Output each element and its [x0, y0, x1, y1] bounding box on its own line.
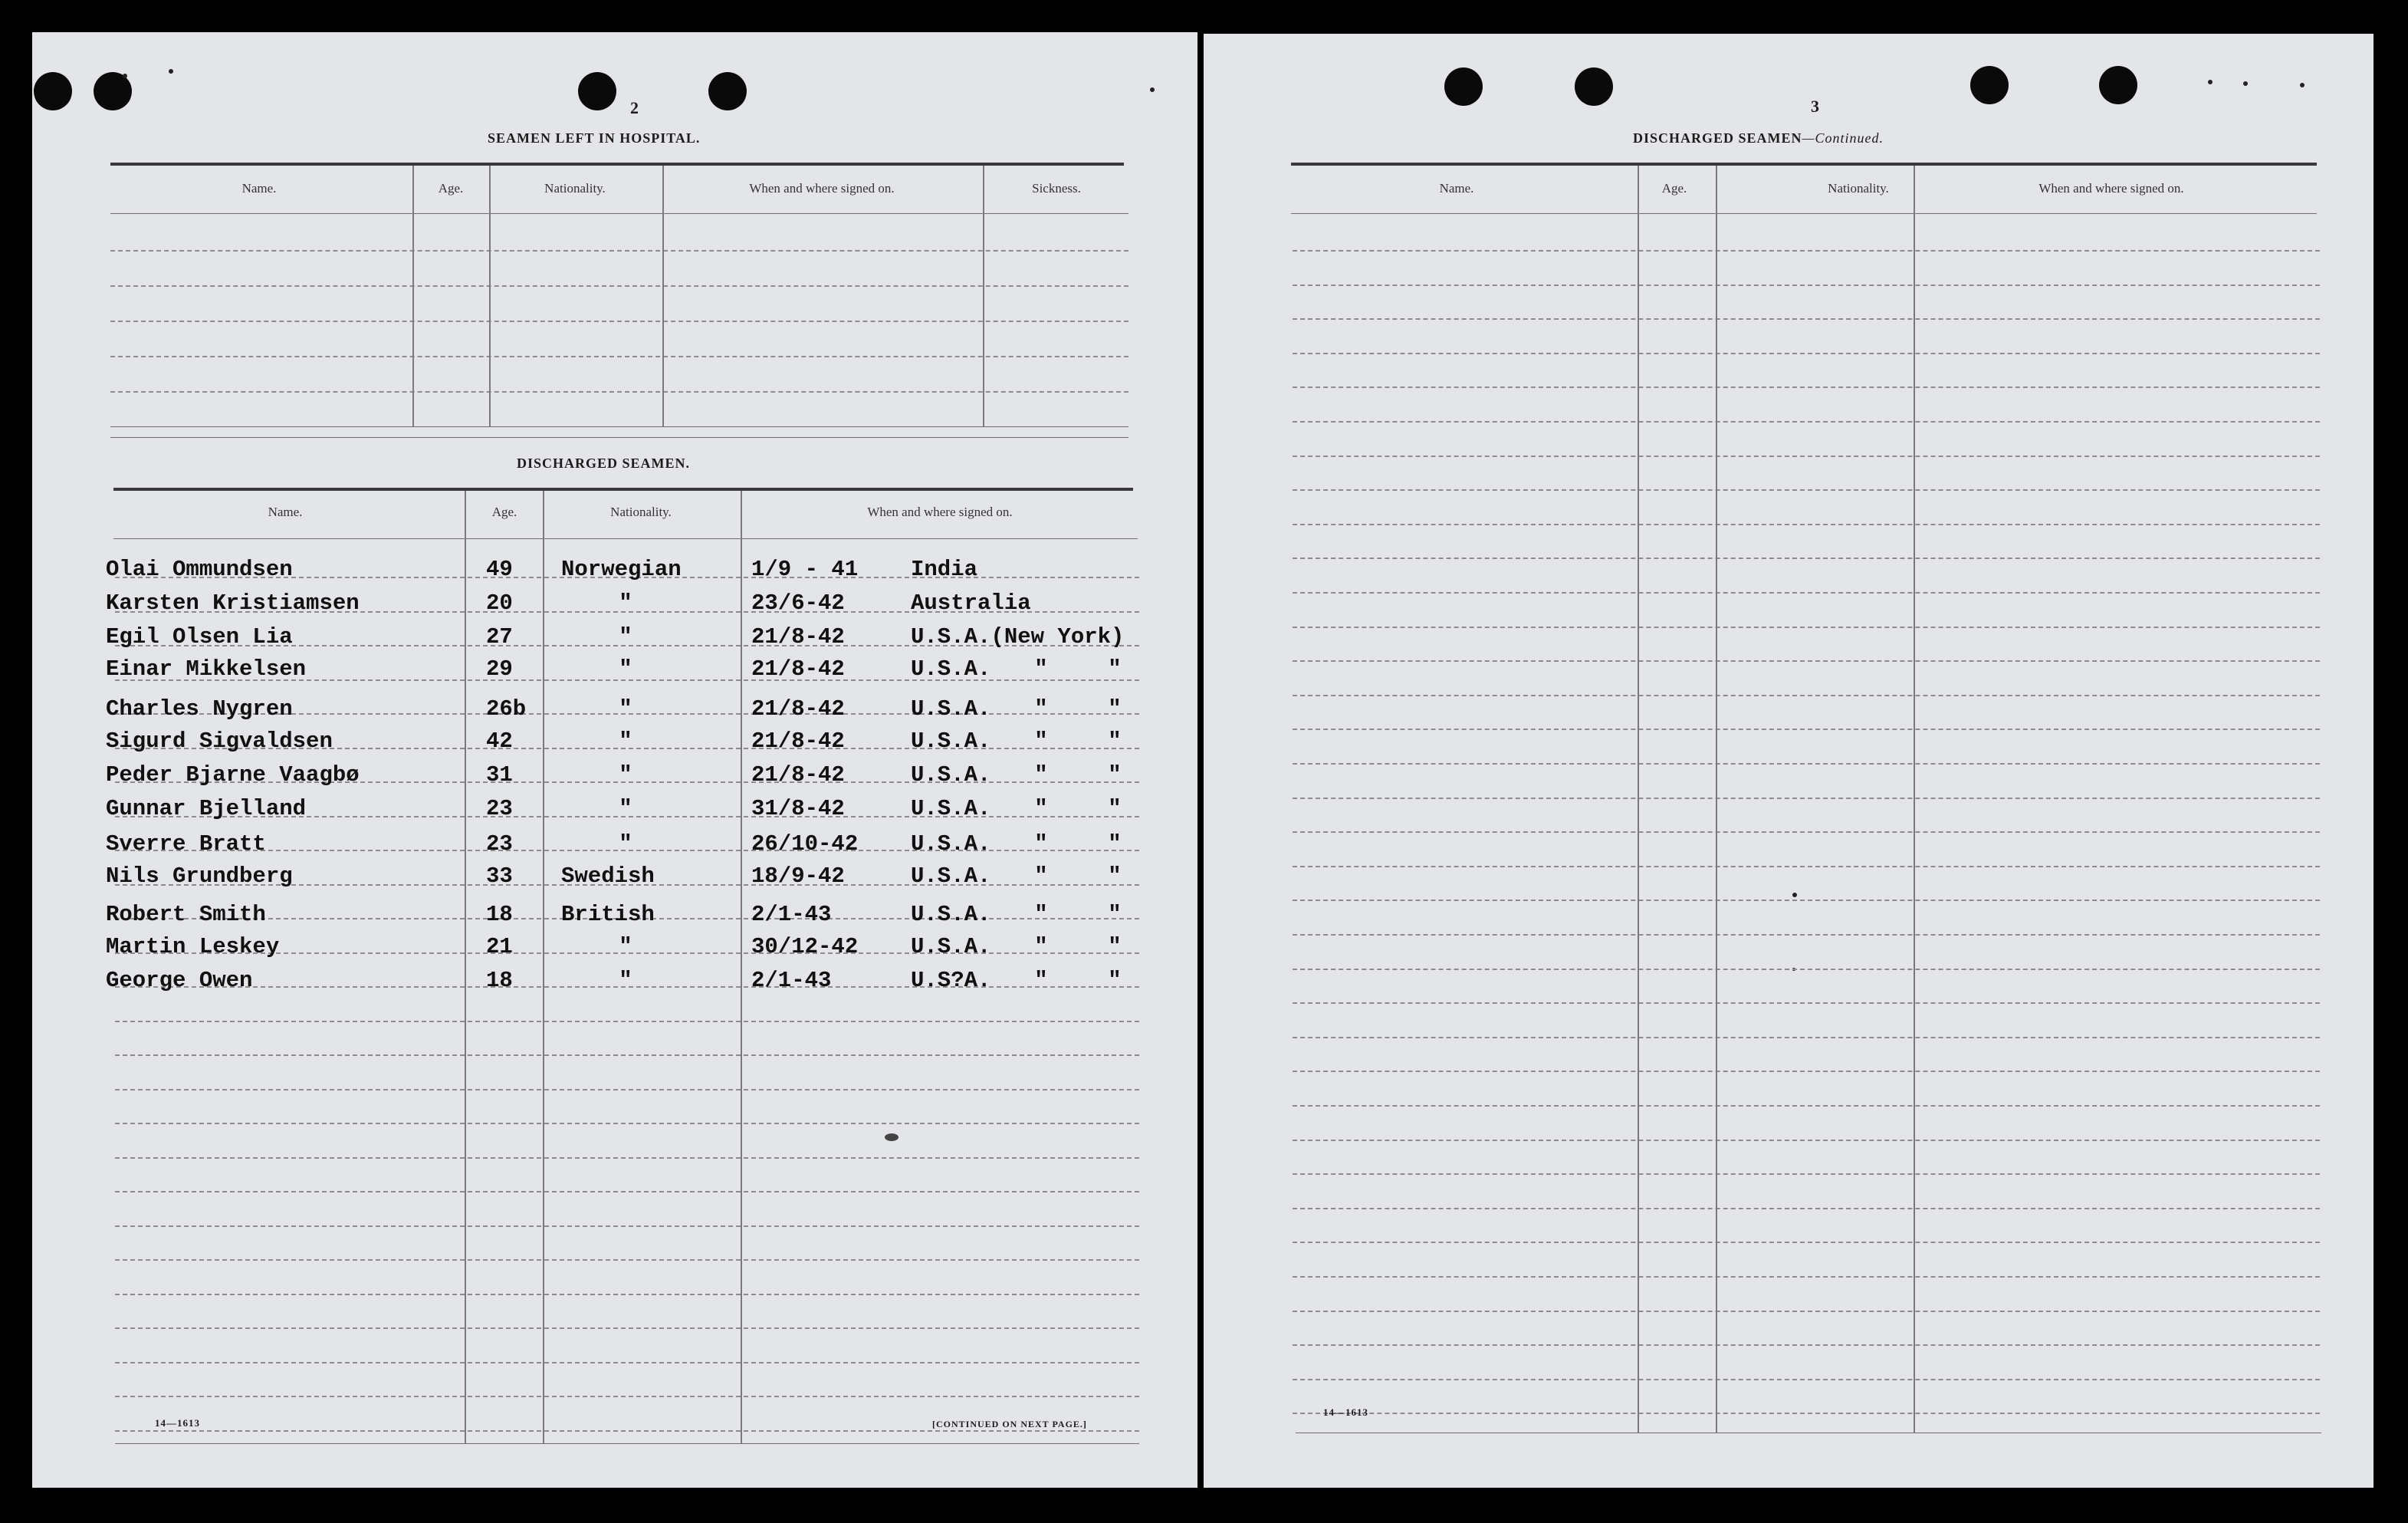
cell-place: U.S.A. [911, 796, 991, 821]
row-rule [115, 1225, 1139, 1227]
speck [1150, 87, 1155, 92]
cell-name: Egil Olsen Lia [106, 624, 293, 650]
row-rule [1293, 1105, 2320, 1107]
cell-age: 49 [486, 557, 513, 582]
cell-age: 18 [486, 902, 513, 927]
table-bottom-rule [110, 437, 1128, 438]
cell-place-ditto: " [1108, 729, 1122, 754]
cell-place-ditto: " [1108, 968, 1122, 993]
cell-place-ditto: " [1034, 729, 1048, 754]
cell-name: Einar Mikkelsen [106, 656, 307, 682]
cell-date: 21/8-42 [751, 762, 845, 788]
punch-hole [708, 72, 747, 110]
cell-nationality: Swedish [561, 863, 655, 889]
table-top-rule [110, 163, 1124, 166]
row-rule [1293, 1413, 2320, 1414]
speck [2243, 81, 2248, 86]
row-rule [1293, 866, 2320, 867]
cell-age: 23 [486, 796, 513, 821]
cell-name: Charles Nygren [106, 696, 293, 722]
cell-place-ditto: " [1108, 762, 1122, 788]
cell-place-ditto: " [1034, 762, 1048, 788]
cell-date: 21/8-42 [751, 696, 845, 722]
column-divider [1716, 166, 1717, 1433]
speck [169, 69, 173, 74]
speck [2208, 80, 2213, 84]
cell-name: Sigurd Sigvaldsen [106, 729, 333, 754]
cell-name: George Owen [106, 968, 253, 993]
row-rule [1293, 592, 2320, 594]
header-rule [1291, 213, 2317, 214]
cell-place-ditto: " [1034, 696, 1048, 722]
punch-hole [34, 72, 72, 110]
column-header-age: Age. [1661, 181, 1687, 196]
cell-place-ditto: " [1034, 934, 1048, 959]
cell-place: U.S.A.(New York) [911, 624, 1125, 650]
column-header-nationality: Nationality. [1828, 181, 1889, 196]
cell-age: 29 [486, 656, 513, 682]
cell-nationality: " [619, 729, 632, 754]
row-rule [110, 391, 1128, 393]
punch-hole [1970, 66, 2009, 104]
cell-age: 23 [486, 831, 513, 857]
cell-nationality: Norwegian [561, 557, 682, 582]
cell-place: U.S.A. [911, 831, 991, 857]
punch-hole [1575, 67, 1613, 106]
cell-place-ditto: " [1034, 902, 1048, 927]
row-rule [110, 356, 1128, 357]
title-text: DISCHARGED SEAMEN [1633, 130, 1802, 146]
column-header-name: Name. [1439, 181, 1474, 196]
page-number: 2 [630, 98, 639, 117]
cell-name: Sverre Bratt [106, 831, 266, 857]
row-rule [1293, 456, 2320, 457]
cell-place: U.S?A. [911, 968, 991, 993]
cell-nationality: " [619, 968, 632, 993]
row-rule [115, 1396, 1139, 1397]
table-top-rule [1291, 163, 2317, 166]
row-rule [1293, 387, 2320, 388]
cell-place: Australia [911, 590, 1031, 616]
cell-place-ditto: " [1034, 968, 1048, 993]
column-header-age: Age. [491, 505, 517, 519]
row-rule [115, 1294, 1139, 1295]
cell-date: 18/9-42 [751, 863, 845, 889]
cell-place: India [911, 557, 978, 582]
row-rule [1293, 524, 2320, 525]
row-rule [1293, 1173, 2320, 1175]
row-rule [1293, 353, 2320, 354]
cell-place-ditto: " [1034, 656, 1048, 682]
cell-nationality: " [619, 656, 632, 682]
cell-place-ditto: " [1108, 863, 1122, 889]
cell-age: 42 [486, 729, 513, 754]
cell-date: 1/9 - 41 [751, 557, 859, 582]
column-header-signed-on: When and where signed on. [2038, 181, 2184, 196]
table-top-rule [113, 488, 1133, 491]
cell-place: U.S.A. [911, 902, 991, 927]
row-rule [1293, 934, 2320, 936]
cell-place-ditto: " [1108, 902, 1122, 927]
cell-date: 23/6-42 [751, 590, 845, 616]
column-header-age: Age. [438, 181, 464, 196]
cell-nationality: " [619, 696, 632, 722]
cell-date: 30/12-42 [751, 934, 859, 959]
row-rule [115, 1021, 1139, 1022]
title-suffix: —Continued. [1802, 130, 1884, 146]
punch-hole [1444, 67, 1483, 106]
cell-date: 21/8-42 [751, 624, 845, 650]
cell-place-ditto: " [1108, 696, 1122, 722]
row-rule [1293, 558, 2320, 559]
row-rule [115, 1259, 1139, 1261]
cell-name: Peder Bjarne Vaagbø [106, 762, 360, 788]
cell-place: U.S.A. [911, 863, 991, 889]
cell-age: 18 [486, 968, 513, 993]
discharged-continued-title [1633, 130, 1884, 146]
row-rule [1293, 1344, 2320, 1346]
row-rule [1293, 1242, 2320, 1243]
row-rule [115, 1327, 1139, 1329]
column-divider [489, 166, 491, 426]
row-rule [1293, 729, 2320, 730]
punch-hole [578, 72, 616, 110]
speck [1792, 893, 1797, 897]
cell-place-ditto: " [1108, 796, 1122, 821]
cell-date: 2/1-43 [751, 902, 832, 927]
header-rule [110, 213, 1128, 214]
row-rule [1293, 763, 2320, 765]
cell-place-ditto: " [1034, 796, 1048, 821]
cell-place-ditto: " [1034, 863, 1048, 889]
row-rule [1293, 900, 2320, 901]
cell-nationality: " [619, 762, 632, 788]
speck [2300, 83, 2305, 87]
column-divider [465, 491, 466, 1443]
page-number: 3 [1811, 97, 1820, 116]
row-rule [1293, 660, 2320, 662]
row-rule [1293, 1311, 2320, 1312]
row-rule [1293, 831, 2320, 833]
cell-age: 26b [486, 696, 527, 722]
column-header-nationality: Nationality. [544, 181, 606, 196]
cell-name: Olai Ommundsen [106, 557, 293, 582]
row-rule [1293, 969, 2320, 970]
row-rule [1293, 318, 2320, 320]
column-header-signed-on: When and where signed on. [867, 505, 1013, 519]
cell-nationality: " [619, 624, 632, 650]
row-rule [1293, 1037, 2320, 1038]
column-divider [741, 491, 742, 1443]
column-divider [662, 166, 664, 426]
row-rule [1293, 1140, 2320, 1141]
row-rule [1293, 285, 2320, 286]
discharged-section-title: DISCHARGED SEAMEN. [517, 456, 691, 471]
cell-age: 31 [486, 762, 513, 788]
cell-name: Karsten Kristiamsen [106, 590, 360, 616]
row-rule [110, 250, 1128, 252]
cell-nationality: British [561, 902, 655, 927]
column-divider [543, 491, 544, 1443]
column-divider [983, 166, 984, 426]
cell-place: U.S.A. [911, 729, 991, 754]
row-rule [1293, 489, 2320, 491]
column-divider [412, 166, 414, 426]
cell-name: Nils Grundberg [106, 863, 293, 889]
cell-place-ditto: " [1108, 934, 1122, 959]
header-rule [113, 538, 1138, 539]
cell-nationality: " [619, 831, 632, 857]
row-rule [1293, 695, 2320, 696]
row-rule [115, 1054, 1139, 1056]
row-rule [110, 426, 1128, 427]
row-rule [115, 1362, 1139, 1363]
row-rule [1293, 421, 2320, 423]
row-rule [1293, 627, 2320, 628]
cell-place-ditto: " [1108, 656, 1122, 682]
speck [123, 74, 127, 78]
row-rule [115, 1157, 1139, 1159]
cell-place: U.S.A. [911, 656, 991, 682]
row-rule [1293, 798, 2320, 799]
column-header-sickness: Sickness. [1032, 181, 1081, 196]
hospital-section-title: SEAMEN LEFT IN HOSPITAL. [488, 130, 701, 146]
punch-hole [2099, 66, 2137, 104]
cell-age: 20 [486, 590, 513, 616]
row-rule [115, 1089, 1139, 1090]
column-header-nationality: Nationality. [610, 505, 672, 519]
cell-place: U.S.A. [911, 934, 991, 959]
cell-date: 2/1-43 [751, 968, 832, 993]
row-rule [1293, 1002, 2320, 1004]
cell-date: 26/10-42 [751, 831, 859, 857]
column-header-name: Name. [241, 181, 277, 196]
cell-nationality: " [619, 934, 632, 959]
cell-date: 31/8-42 [751, 796, 845, 821]
cell-name: Gunnar Bjelland [106, 796, 307, 821]
cell-nationality: " [619, 590, 632, 616]
column-header-signed-on: When and where signed on. [749, 181, 895, 196]
continued-note: [CONTINUED ON NEXT PAGE.] [932, 1419, 1087, 1429]
row-rule [1293, 1379, 2320, 1380]
cell-age: 27 [486, 624, 513, 650]
cell-date: 21/8-42 [751, 729, 845, 754]
form-number: 14—1613 [155, 1417, 200, 1429]
table-bottom-rule [115, 1443, 1139, 1444]
row-rule [110, 285, 1128, 287]
cell-place-ditto: " [1108, 831, 1122, 857]
row-rule [1293, 1071, 2320, 1072]
cell-date: 21/8-42 [751, 656, 845, 682]
row-rule [1293, 1208, 2320, 1209]
cell-name: Robert Smith [106, 902, 266, 927]
row-rule [115, 1191, 1139, 1192]
row-rule [1293, 250, 2320, 252]
cell-place: U.S.A. [911, 762, 991, 788]
row-rule [1293, 1276, 2320, 1278]
ink-smudge [885, 1133, 898, 1141]
right-page [1204, 34, 2374, 1488]
form-number: 14—1613 [1323, 1406, 1368, 1418]
column-divider [1638, 166, 1639, 1433]
cell-nationality: " [619, 796, 632, 821]
row-rule [115, 1123, 1139, 1124]
cell-place-ditto: " [1034, 831, 1048, 857]
column-divider [1914, 166, 1915, 1433]
cell-name: Martin Leskey [106, 934, 280, 959]
cell-age: 21 [486, 934, 513, 959]
row-rule [110, 321, 1128, 322]
cell-place: U.S.A. [911, 696, 991, 722]
left-page [32, 32, 1197, 1488]
column-header-name: Name. [268, 505, 303, 519]
cell-age: 33 [486, 863, 513, 889]
